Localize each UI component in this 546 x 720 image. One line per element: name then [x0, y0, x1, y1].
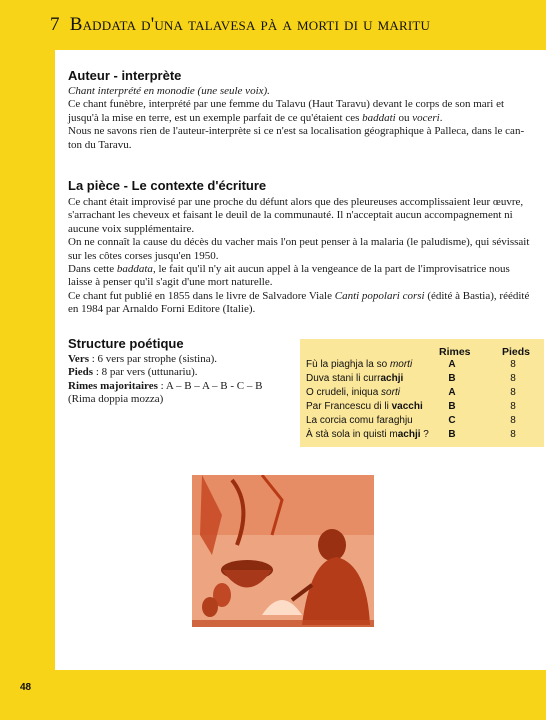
- vers-line: Vers : 6 vers par strophe (sistina).: [68, 353, 217, 365]
- rime-letter: C: [448, 415, 456, 426]
- photo-illustration: [192, 475, 374, 627]
- rimes-line: Rimes majoritaires : A – B – A – B - C – B: [68, 379, 263, 392]
- section-contexte: [68, 178, 529, 317]
- verse-text: Duva stani li currachji: [306, 373, 404, 384]
- text-line: Nous ne savons rien de l'auteur-interprète si ce n'est sa localisation géographique à Palleca, dans le can-: [68, 125, 525, 138]
- text-line: Dans cette baddata, le fait qu'il n'y ait aucun appel à la vengeance de la part de l'improvisatrice nous: [68, 263, 510, 276]
- rime-table: [300, 339, 544, 447]
- rime-letter: B: [448, 429, 456, 440]
- rime-letter: A: [448, 387, 456, 398]
- pieds-count: 8: [510, 429, 516, 440]
- pieds-count: 8: [510, 401, 516, 412]
- table-row: [300, 401, 544, 414]
- text-line: Ce chant était improvisé par une proche du défunt alors que des pleureuses accomplissaient leur œuvre,: [68, 196, 524, 208]
- verse-text: Par Francescu di li vacchi: [306, 401, 423, 412]
- table-row: [300, 415, 544, 428]
- text-line: en 1984 par Arnaldo Forni Editore (Italie).: [68, 303, 256, 316]
- section-subtitle: Chant interprété en monodie (une seule voix).: [68, 85, 270, 97]
- column-header-rimes: Rimes: [439, 346, 471, 358]
- pieds-count: 8: [510, 387, 516, 398]
- verse-text: À stà sola in quisti machji ?: [306, 429, 429, 440]
- chapter-title: [50, 14, 430, 44]
- text-line: aucune voix supplémentaire.: [68, 222, 195, 235]
- section-auteur: [68, 68, 524, 152]
- rimes-note: (Rima doppia mozza): [68, 393, 164, 406]
- text-line: s'arrachant les cheveux et faisant le deuil de la communauté. Il n'acceptait aucun accompagnement ni: [68, 209, 513, 222]
- chapter-number: 7: [50, 14, 60, 35]
- text-line: ton du Taravu.: [68, 138, 132, 151]
- text-line: laisse à penser qu'il s'agit d'une mort naturelle.: [68, 276, 273, 289]
- section-heading: La pièce - Le contexte d'écriture: [68, 178, 267, 193]
- verse-text: Fù la piaghja la so morti: [306, 359, 413, 370]
- rime-letter: B: [448, 401, 456, 412]
- section-structure: [68, 336, 288, 407]
- section-body: [68, 98, 524, 152]
- chapter-title-text: Baddata d'una talavesa pà a morti di u maritu: [69, 14, 431, 35]
- pieds-count: 8: [510, 415, 516, 426]
- photograph: [192, 475, 374, 627]
- pieds-count: 8: [510, 373, 516, 384]
- section-heading: Structure poétique: [68, 336, 184, 351]
- verse-text: O crudeli, iniqua sorti: [306, 387, 400, 398]
- rime-letter: A: [448, 359, 456, 370]
- table-row: [300, 359, 544, 372]
- text-line: Ce chant funèbre, interprété par une femme du Talavu (Haut Taravu) devant le corps de son mari et: [68, 98, 505, 111]
- table-row: [300, 373, 544, 386]
- pieds-line: Pieds : 8 par vers (uttunariu).: [68, 366, 198, 379]
- page-number: 48: [20, 682, 32, 693]
- text-line: jusqu'à la mise en terre, est un exemple parfait de ce qu'étaient ces baddati ou voceri.: [68, 111, 443, 124]
- text-line: Ce chant fut publié en 1855 dans le livre de Salvadore Viale Canti popolari corsi (édité à Bastia), réédité: [68, 289, 530, 302]
- text-line: sur les côtes corses jusqu'en 1950.: [68, 249, 219, 262]
- pieds-count: 8: [510, 359, 516, 370]
- section-heading: Auteur - interprète: [68, 68, 182, 83]
- table-row: [300, 429, 544, 442]
- table-row: [300, 387, 544, 400]
- verse-text: La corcia comu faraghju: [306, 415, 413, 426]
- column-header-pieds: Pieds: [502, 346, 531, 358]
- text-line: On ne connaît la cause du décès du vacher mais l'on peut penser à la malaria (le paludisme), qui sévissait: [68, 236, 530, 249]
- content-panel: [55, 50, 546, 670]
- section-body: [68, 196, 529, 317]
- rime-letter: B: [448, 373, 456, 384]
